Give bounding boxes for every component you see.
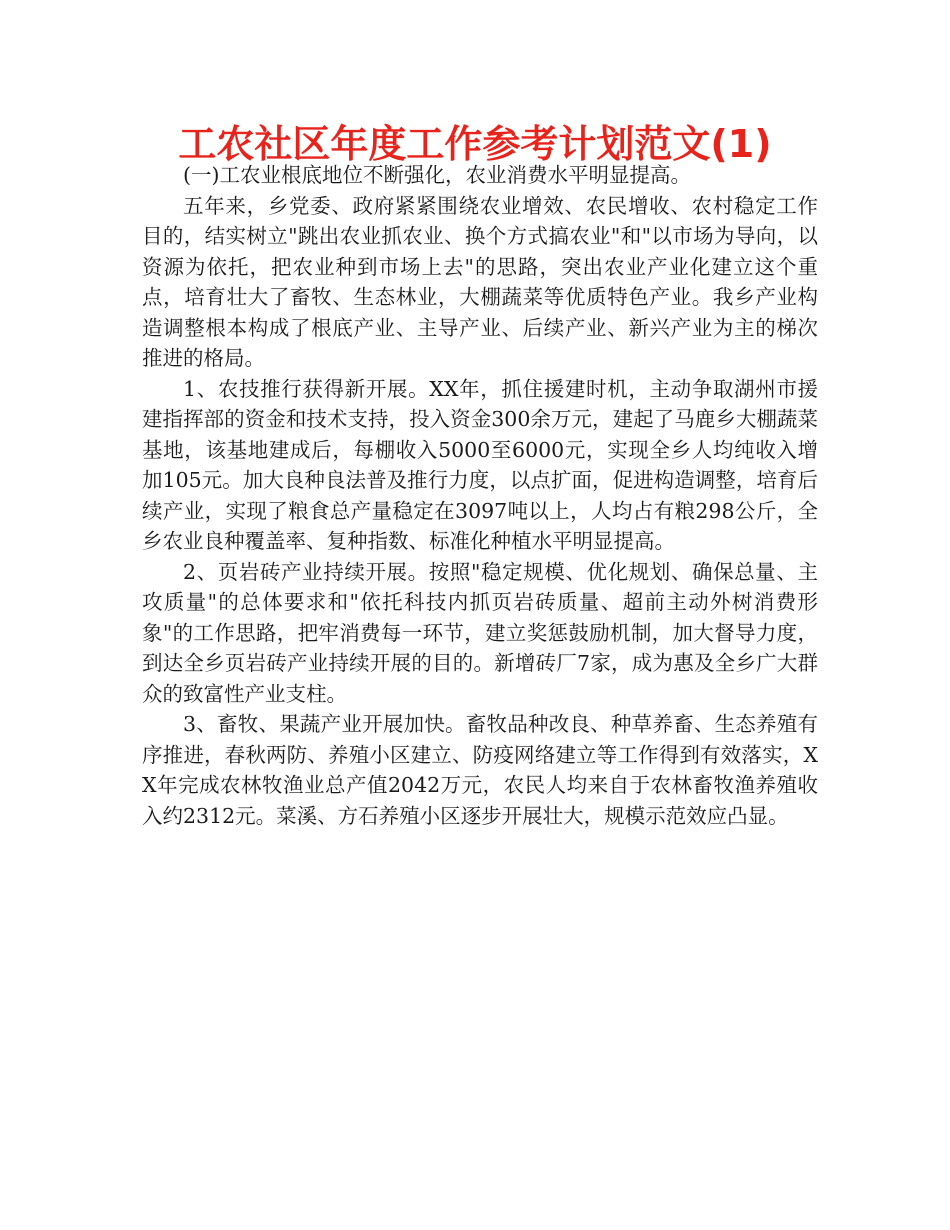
paragraph-overview: 五年来，乡党委、政府紧紧围绕农业增效、农民增收、农村稳定工作目的，结实树立"跳出农业抓农业、换个方式搞农业"和"以市场为导向，以资源为依托，把农业种到市场上去"的思路，突出农业产业化建立这个重点，培育壮大了畜牧、生态林业，大棚蔬菜等优质特色产业。我乡产业构造调整根本构成了根底产业、主导产业、后续产业、新兴产业为主的梯次推进的格局。 — [142, 193, 818, 370]
paragraph-agri-tech: 1、农技推行获得新开展。XX年，抓住援建时机，主动争取湖州市援建指挥部的资金和技术支持，投入资金300余万元，建起了马鹿乡大棚蔬菜基地，该基地建成后，每棚收入5000至6000元，实现全乡人均纯收入增加105元。加大良种良法普及推行力度，以点扩面，促进构造调整，培育后续产业，实现了粮食总产量稳定在3097吨以上，人均占有粮298公斤，全乡农业良种覆盖率、复种指数、标准化种植水平明显提高。 — [142, 376, 818, 553]
paragraph-livestock: 3、畜牧、果蔬产业开展加快。畜牧品种改良、种草养畜、生态养殖有序推进，春秋两防、养殖小区建立、防疫网络建立等工作得到有效落实，XX年完成农林牧渔业总产值2042万元，农民人均来自于农林畜牧渔养殖收入约2312元。菜溪、方石养殖小区逐步开展壮大，规模示范效应凸显。 — [142, 712, 818, 828]
document-body — [142, 160, 818, 831]
paragraph-shale-brick: 2、页岩砖产业持续开展。按照"稳定规模、优化规划、确保总量、主攻质量"的总体要求和"依托科技内抓页岩砖质量、超前主动外树消费形象"的工作思路，把牢消费每一环节，建立奖惩鼓励机制，加大督导力度，到达全乡页岩砖产业持续开展的目的。新增砖厂7家，成为惠及全乡广大群众的致富性产业支柱。 — [142, 559, 818, 706]
document-title: 工农社区年度工作参考计划范文(1) — [178, 122, 772, 166]
paragraph-heading: (一)工农业根底地位不断强化，农业消费水平明显提高。 — [183, 163, 691, 187]
